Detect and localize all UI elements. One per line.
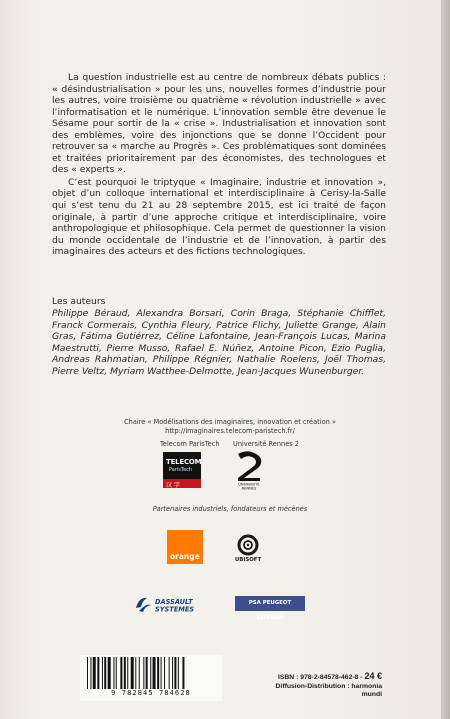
partners-heading: Partenaires industriels, fondateurs et mécènes — [152, 505, 308, 513]
rennes-logo-text2: RENNES — [241, 486, 257, 490]
isbn-block — [254, 672, 382, 700]
telecom-logo-text: TELECOM — [166, 458, 202, 466]
dassault-systemes-logo — [133, 593, 205, 615]
chaire-url: http://imaginaires.telecom-paristech.fr/ — [165, 426, 295, 435]
telecom-logo-chinese-text: 汉字 — [166, 482, 183, 489]
orange-logo — [167, 530, 203, 564]
chaire-block — [110, 418, 350, 435]
cover-edge — [441, 0, 450, 719]
orange-logo-text: orange — [170, 552, 200, 561]
barcode-digits: 9 782845 784628 — [111, 689, 191, 697]
dassault-logo-text2: SYSTEMES — [155, 605, 195, 614]
authors-list: Philippe Béraud, Alexandra Borsari, Corin Braga, Stéphanie Chifflet, Franck Cormerais, Cynthia Fleury, Patrice Flichy, Juliette Grange, Alain Gras, Fátima Gutiérrez, Céline Lafontaine, Jean-François Lucas, Marina Maestrutti, Pierre Musso, Rafael E. Núñez, Antoine Picon, Ezio Puglia, Andreas Rahmatian, Philippe Régnier, Nathalie Roelens, Joël Thomas, Pierre Veltz, Myriam Watthee-Delmotte, Jean-Jacques Wunenburger. — [52, 308, 386, 377]
institution-rennes: Université Rennes 2 — [233, 440, 299, 448]
barcode-area — [80, 655, 222, 701]
rennes-logo-text1: UNIVERSITÉ — [238, 482, 260, 487]
telecom-logo-subtext: ParisTech — [169, 467, 193, 473]
dassault-logo-text1: DASSAULT — [155, 598, 193, 606]
distribution-line: Diffusion-Distribution : harmonia mundi — [275, 682, 382, 698]
rennes2-logo — [232, 450, 266, 490]
barcode — [87, 657, 215, 691]
price: 24 € — [364, 671, 382, 681]
ubisoft-logo-text: UBISOFT — [234, 557, 262, 563]
telecom-logo-red-band — [163, 479, 201, 488]
ubisoft-logo — [228, 533, 268, 563]
blurb-paragraph-2: C’est pourquoi le triptyque « Imaginaire, industrie et innovation », objet d’un colloque international et interdisciplinaire à Cerisy-la-Salle qui s’est tenu du 21 au 28 septembre 2015, est ici traité de façon originale, à partir d’une approche critique et interdisciplinaire, voire anthropologique et philosophique. Cela permet de questionner la vision du monde occidentale de l’industrie et de l’innovation, à partir des imaginaires des acteurs et des fictions technologiques. — [52, 176, 386, 258]
authors-heading: Les auteurs — [52, 296, 106, 307]
isbn-number: ISBN : 978-2-84578-462-8 - — [277, 674, 363, 681]
telecom-paristech-logo — [163, 452, 201, 488]
institution-telecom: Telecom ParisTech — [160, 440, 220, 448]
psa-peugeot-citroen-logo: PSA PEUGEOT CITROËN — [235, 596, 305, 611]
blurb-paragraph-1: La question industrielle est au centre de nombreux débats publics : « désindustrialisation » pour les uns, nouvelles formes d’industrie pour les autres, voire troisième ou quatrième « révolution industrielle » avec l’informatisation et le numérique. L’innovation semble être devenue le Sésame pour sortir de la « crise ». Industrialisation et innovation sont des emblèmes, voire des injonctions que se donne l’Occident pour retrouver sa « marche au Progrès ». Ces problématiques sont dominées et traitées prioritairement par des économistes, des technologues et des « experts ». — [52, 72, 386, 176]
blurb-text — [52, 72, 386, 258]
isbn-line — [254, 672, 382, 683]
chaire-title: Chaire « Modélisations des imaginaires, innovation et création » — [124, 418, 336, 426]
